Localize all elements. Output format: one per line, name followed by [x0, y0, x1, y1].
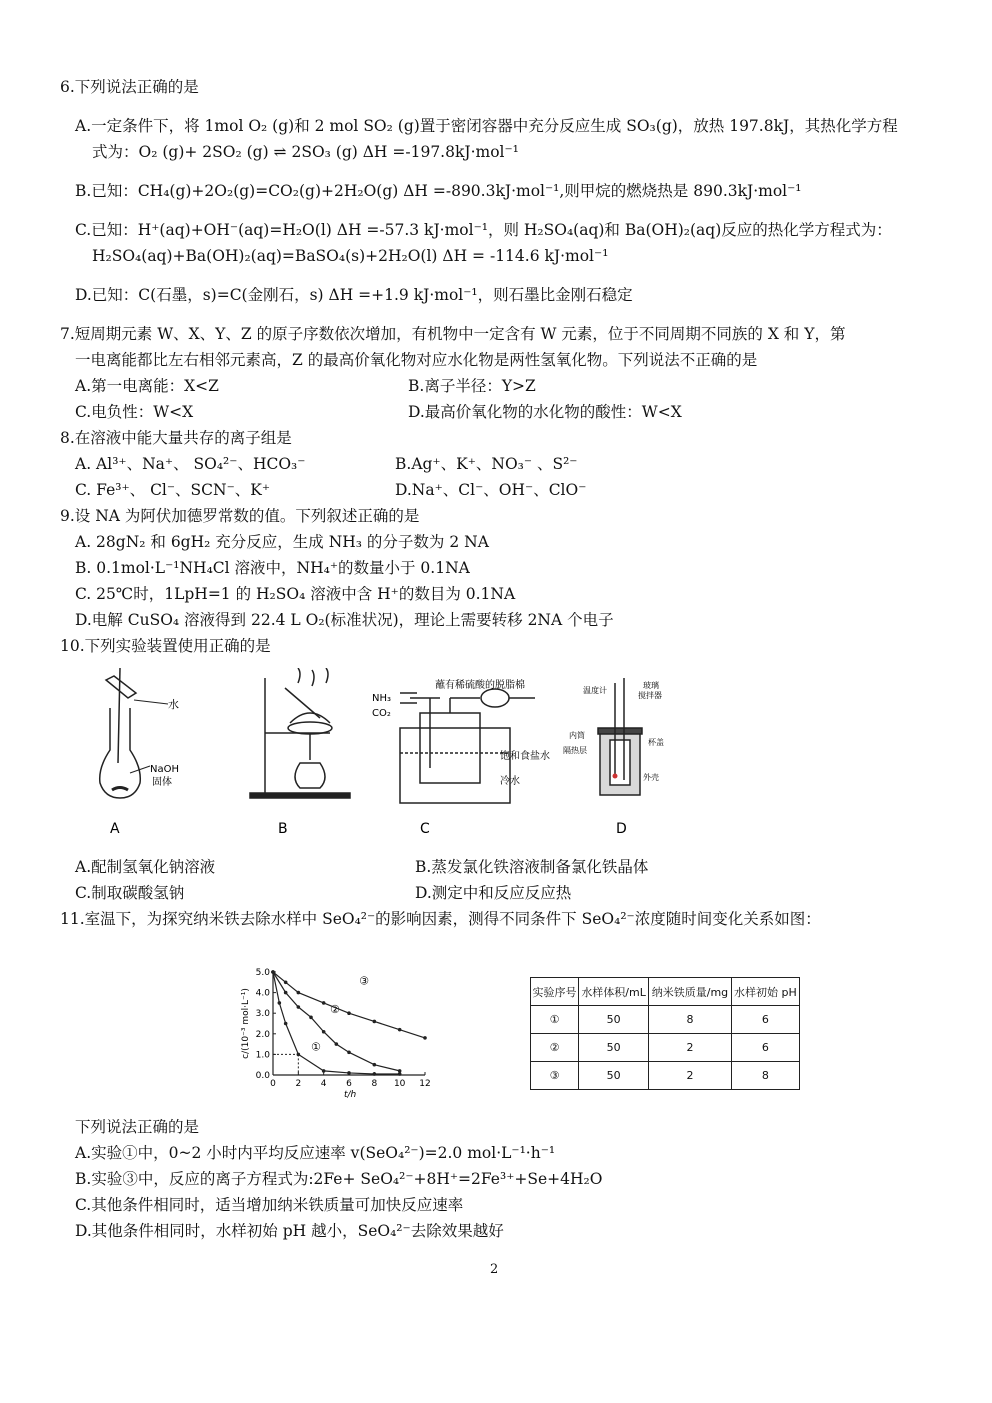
- series-label: ①: [311, 1040, 321, 1054]
- table-header: 纳米铁质量/mg: [649, 978, 732, 1006]
- fig-label-d: D: [616, 821, 627, 837]
- x-tick-label: 10: [393, 1079, 406, 1089]
- x-tick-label: 4: [320, 1079, 327, 1089]
- table-cell: 2: [649, 1062, 732, 1090]
- data-point: [347, 1071, 351, 1075]
- q6-option-a: A.一定条件下，将 1mol O₂ (g)和 2 mol SO₂ (g)置于密闭容器中充分反应生成 SO₃(g)，放热 197.8kJ，其热化学方程: [75, 117, 898, 135]
- q10-apparatus-figure: [90, 668, 680, 843]
- figure-b-evaporation-setup: [250, 668, 350, 798]
- q8-option-a: A. Al³⁺、Na⁺、 SO₄²⁻、HCO₃⁻: [75, 455, 306, 473]
- q6-option-c: C.已知：H⁺(aq)+OH⁻(aq)=H₂O(l) ΔH =-57.3 kJ·mol⁻¹，则 H₂SO₄(aq)和 Ba(OH)₂(aq)反应的热化学方程式为：: [75, 221, 892, 239]
- y-tick-label: 5.0: [255, 968, 270, 978]
- fig-d-insulation-label: 隔热层: [563, 746, 587, 755]
- q10-option-a: A.配制氢氧化钠溶液: [75, 858, 216, 876]
- q6-option-d: D.已知：C(石墨，s)=C(金刚石，s) ΔH =+1.9 kJ·mol⁻¹，则石墨比金刚石稳定: [75, 286, 633, 304]
- data-point: [284, 1022, 288, 1026]
- fig-d-thermometer-label: 温度计: [583, 686, 607, 695]
- table-cell: 8: [649, 1006, 732, 1034]
- y-tick-label: 1.0: [255, 1050, 270, 1061]
- data-point: [423, 1036, 427, 1040]
- data-point: [335, 1042, 339, 1046]
- series-label: ③: [359, 974, 370, 988]
- y-tick-label: 3.0: [255, 1009, 270, 1020]
- fig-c-nh3-label: NH₃: [372, 693, 392, 704]
- fig-label-a: A: [110, 821, 120, 837]
- table-cell: ①: [531, 1006, 579, 1034]
- table-row: [531, 1034, 800, 1062]
- q9-option-d: D.电解 CuSO₄ 溶液得到 22.4 L O₂(标准状况)，理论上需要转移 2NA 个电子: [75, 611, 614, 629]
- q11-concentration-chart: [238, 960, 448, 1100]
- data-point: [309, 1016, 313, 1020]
- q7-stem-cont: 一电离能都比左右相邻元素高，Z 的最高价氧化物对应水化物是两性氢氧化物。下列说法不正确的是: [75, 351, 758, 369]
- table-cell: ③: [531, 1062, 579, 1090]
- data-point: [284, 981, 288, 985]
- fig-d-shell-label: 外壳: [643, 773, 659, 782]
- q8-option-c: C. Fe³⁺、 Cl⁻、SCN⁻、K⁺: [75, 481, 271, 499]
- q8-option-b: B.Ag⁺、K⁺、NO₃⁻ 、S²⁻: [395, 455, 578, 473]
- table-row: [531, 1006, 800, 1034]
- q11-substem: 下列说法正确的是: [75, 1118, 200, 1136]
- q11-stem: 11.室温下，为探究纳米铁去除水样中 SeO₄²⁻的影响因素，测得不同条件下 SeO₄²⁻浓度随时间变化关系如图：: [60, 910, 821, 928]
- fig-d-glass-label: 玻璃: [643, 681, 659, 690]
- figure-d-calorimeter: [598, 678, 642, 795]
- data-point: [297, 1053, 301, 1057]
- fig-d-stirrer-label: 搅拌器: [638, 691, 662, 700]
- fig-d-inner-label: 内筒: [569, 731, 585, 740]
- data-point: [297, 991, 301, 995]
- q6-option-a-cont: 式为：O₂ (g)+ 2SO₂ (g) ⇌ 2SO₃ (g) ΔH =-197.8kJ·mol⁻¹: [92, 143, 519, 161]
- data-point: [373, 1063, 377, 1067]
- fig-d-lid-label: 杯盖: [648, 738, 664, 747]
- table-cell: ②: [531, 1034, 579, 1062]
- q11-option-d: D.其他条件相同时，水样初始 pH 越小，SeO₄²⁻去除效果越好: [75, 1222, 504, 1240]
- q10-option-b: B.蒸发氯化铁溶液制备氯化铁晶体: [415, 858, 649, 876]
- x-tick-label: 12: [419, 1079, 431, 1089]
- data-point: [297, 1005, 301, 1009]
- y-tick-label: 4.0: [255, 988, 270, 999]
- q11-option-b: B.实验③中，反应的离子方程式为:2Fe+ SeO₄²⁻+8H⁺=2Fe³⁺+Se+4H₂O: [75, 1170, 603, 1188]
- q8-stem: 8.在溶液中能大量共存的离子组是: [60, 429, 292, 447]
- data-point: [322, 1069, 326, 1073]
- y-tick-label: 0.0: [255, 1071, 270, 1081]
- q8-option-d: D.Na⁺、Cl⁻、OH⁻、ClO⁻: [395, 481, 587, 499]
- data-point: [278, 1001, 282, 1005]
- q9-option-a: A. 28gN₂ 和 6gH₂ 充分反应，生成 NH₃ 的分子数为 2 NA: [75, 533, 489, 551]
- series-label: ②: [330, 1003, 340, 1017]
- table-cell: 6: [731, 1006, 799, 1034]
- fig-label-c: C: [420, 821, 430, 837]
- data-point: [284, 991, 288, 995]
- q7-option-c: C.电负性：W<X: [75, 403, 194, 421]
- q6-stem: 6.下列说法正确的是: [60, 78, 199, 96]
- table-header-row: [531, 978, 800, 1006]
- data-point: [271, 970, 275, 974]
- fig-c-cold-water-label: 冷水: [500, 776, 520, 787]
- fig-c-co2-label: CO₂: [372, 708, 391, 719]
- q9-stem: 9.设 NA 为阿伏加德罗常数的值。下列叙述正确的是: [60, 507, 420, 525]
- table-cell: 50: [579, 1006, 649, 1034]
- table-cell: 50: [579, 1034, 649, 1062]
- data-point: [398, 1072, 402, 1076]
- table-header: 实验序号: [531, 978, 579, 1006]
- table-cell: 50: [579, 1062, 649, 1090]
- data-point: [398, 1069, 402, 1073]
- data-point: [373, 1020, 377, 1024]
- x-tick-label: 6: [346, 1079, 352, 1089]
- page-number: 2: [490, 1262, 499, 1277]
- q7-option-a: A.第一电离能：X<Z: [75, 377, 219, 395]
- q7-option-b: B.离子半径：Y>Z: [408, 377, 536, 395]
- x-tick-label: 0: [270, 1079, 276, 1089]
- q10-stem: 10.下列实验装置使用正确的是: [60, 637, 271, 655]
- q6-option-c-cont: H₂SO₄(aq)+Ba(OH)₂(aq)=BaSO₄(s)+2H₂O(l) ΔH = -114.6 kJ·mol⁻¹: [92, 247, 609, 265]
- x-axis-label: t/h: [344, 1090, 357, 1100]
- x-tick-label: 2: [295, 1079, 302, 1089]
- data-point: [322, 1030, 326, 1034]
- table-header: 水样初始 pH: [731, 978, 799, 1006]
- fig-a-naoh-label: NaOH: [150, 764, 179, 775]
- table-cell: 2: [649, 1034, 732, 1062]
- fig-c-brine-label: 饱和食盐水: [500, 751, 550, 762]
- table-cell: 8: [731, 1062, 799, 1090]
- data-point: [347, 1051, 351, 1055]
- data-point: [373, 1072, 377, 1076]
- data-point: [398, 1028, 402, 1032]
- table-row: [531, 1062, 800, 1090]
- y-tick-label: 2.0: [255, 1029, 270, 1040]
- x-tick-label: 8: [371, 1079, 378, 1089]
- table-header: 水样体积/mL: [579, 978, 649, 1006]
- q11-option-c: C.其他条件相同时，适当增加纳米铁质量可加快反应速率: [75, 1196, 464, 1214]
- q10-option-c: C.制取碳酸氢钠: [75, 884, 185, 902]
- data-point: [347, 1011, 351, 1015]
- fig-a-solid-label: 固体: [152, 777, 172, 788]
- y-axis-label: c/(10⁻³ mol·L⁻¹): [241, 988, 251, 1059]
- q10-option-d: D.测定中和反应反应热: [415, 884, 572, 902]
- q7-option-d: D.最高价氧化物的水化物的酸性：W<X: [408, 403, 682, 421]
- fig-label-b: B: [278, 821, 288, 837]
- q6-option-b: B.已知：CH₄(g)+2O₂(g)=CO₂(g)+2H₂O(g) ΔH =-890.3kJ·mol⁻¹,则甲烷的燃烧热是 890.3kJ·mol⁻¹: [75, 182, 802, 200]
- q9-option-c: C. 25℃时，1LpH=1 的 H₂SO₄ 溶液中含 H⁺的数目为 0.1NA: [75, 585, 516, 603]
- q7-stem: 7.短周期元素 W、X、Y、Z 的原子序数依次增加，有机物中一定含有 W 元素，位于不同周期不同族的 X 和 Y，第: [60, 325, 846, 343]
- q11-experiment-table: [530, 977, 800, 1090]
- data-point: [322, 1001, 326, 1005]
- q11-option-a: A.实验①中，0~2 小时内平均反应速率 v(SeO₄²⁻)=2.0 mol·L⁻¹·h⁻¹: [75, 1144, 556, 1162]
- table-cell: 6: [731, 1034, 799, 1062]
- fig-c-cotton-label: 蘸有稀硫酸的脱脂棉: [435, 680, 525, 691]
- q9-option-b: B. 0.1mol·L⁻¹NH₄Cl 溶液中，NH₄⁺的数量小于 0.1NA: [75, 559, 470, 577]
- fig-a-water-label: 水: [168, 698, 179, 711]
